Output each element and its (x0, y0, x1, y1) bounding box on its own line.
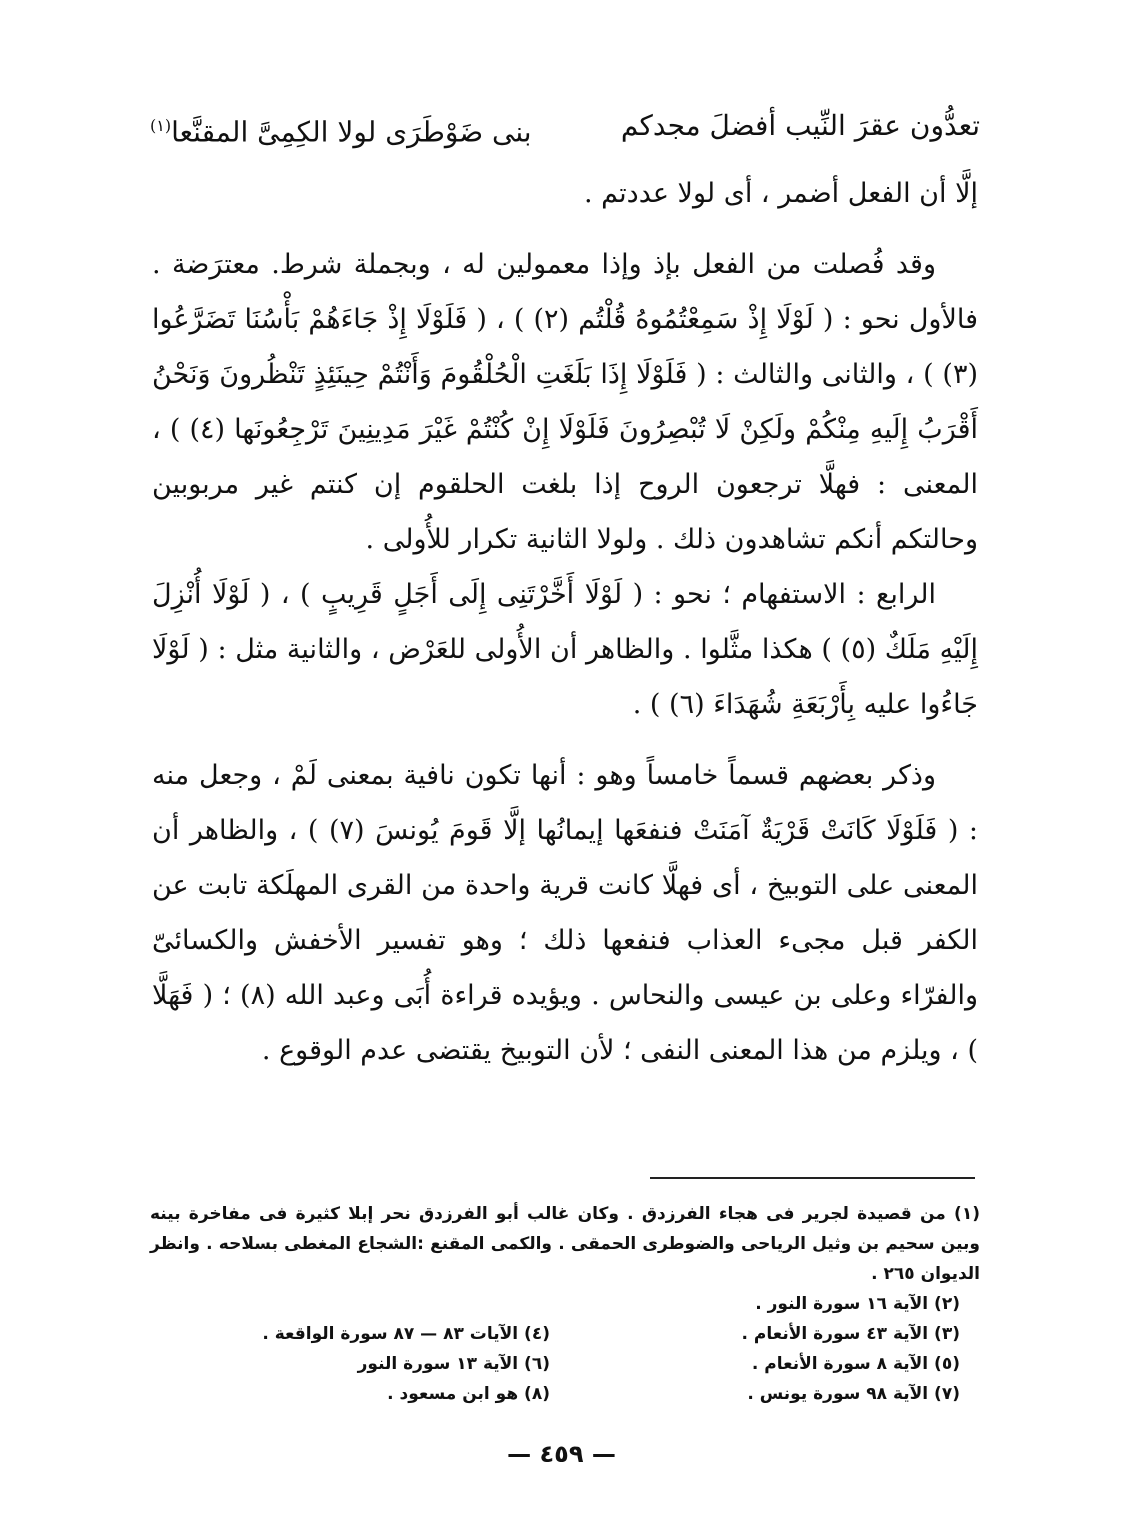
footnote-marker: (١) (150, 116, 172, 135)
footnote-1: (١) من قصيدة لجرير فى هجاء الفرزدق . وكان غالب أبو الفرزدق نحر إبلا كثيرة فى مفاخرة بينه وبين سحيم بن وثيل الرياحى والضوطرى الحمقى . والكمى المقنع :الشجاع المغطى بسلاحه . وانظر الديوان ٢٦٥ . (150, 1204, 980, 1284)
verse-first-hemistich: تعدُّون عقرَ النِّيب أفضلَ مجدكم (620, 109, 980, 142)
footnote-divider (650, 1177, 975, 1179)
paragraph: وقد فُصلت من الفعل بإذ وإذا معمولين له ، وبجملة شرط. معترَضة . فالأول نحو : ( لَوْلَا إِذْ سَمِعْتُمُوهُ قُلْتُم (٢) ) ، ( فَلَوْلَا إِذْ جَاءَهُمْ بَأْسُنَا تَضَرَّعُوا (٣) ) ، والثانى والثالث : ( فَلَوْلَا إِذَا بَلَغَتِ الْحُلْقُومَ وَأَنْتُمْ حِينَئِذٍ تَنْظُرونَ وَنَحْنُ أَقْرَبُ إِلَيهِ مِنْكُمْ ولَكِنْ لَا تُبْصِرُونَ فَلَوْلَا إِنْ كُنْتُمْ غَيْرَ مَدِينِينَ تَرْجِعُونَها (٤) ) ، المعنى : فهلَّا ترجعون الروح إذا بلغت الحلقوم إن كنتم غير مربوبين وحالتكم أنكم تشاهدون ذلك . ولولا الثانية تكرار للأُولى . (152, 249, 979, 555)
paragraph: وذكر بعضهم قسماً خامساً وهو : أنها تكون نافية بمعنى لَمْ ، وجعل منه : ( فَلَوْلَا كَانَتْ قَرْيَةٌ آمَنَتْ فنفعَها إيمانُها إلَّا قَومَ يُونسَ (٧) ) ، والظاهر أن المعنى على التوبيخ ، أى فهلَّا كانت قرية واحدة من القرى المهلَكة تابت عن الكفر قبل مجىء العذاب فنفعها ذلك ؛ وهو تفسير الأخفش والكسائىّ والفرّاء وعلى بن عيسى والنحاس . ويؤيده قراءة أُبَى وعبد الله (٨) ؛ ( فَهَلَّا ) ، ويلزم من هذا المعنى النفى ؛ لأن التوبيخ يقتضى عدم الوقوع . (152, 760, 979, 1066)
footnote-5: (٥) الآية ٨ سورة الأنعام . (751, 1354, 960, 1374)
footnotes (150, 1199, 980, 1409)
footnote-7: (٧) الآية ٩٨ سورة يونس . (747, 1384, 960, 1404)
footnote-grid (150, 1289, 980, 1409)
page-number: — ٤٥٩ — (507, 1440, 616, 1468)
main-text (152, 166, 978, 1078)
footnote-6: (٦) الآية ١٣ سورة النور (357, 1354, 550, 1374)
footnote-3: (٣) الآية ٤٣ سورة الأنعام . (741, 1324, 960, 1344)
poetry-verse (150, 96, 980, 160)
footnote-empty (150, 1289, 550, 1319)
footnote-4: (٤) الآيات ٨٣ — ٨٧ سورة الواقعة . (262, 1324, 550, 1344)
paragraph: الرابع : الاستفهام ؛ نحو : ( لَوْلَا أَخَّرْتَنِى إِلَى أَجَلٍ قَرِيبٍ ) ، ( لَوْلَا أُنْزِلَ إِلَيْهِ مَلَكٌ (٥) ) هكذا مثَّلوا . والظاهر أن الأُولى للعَرْض ، والثانية مثل : ( لَوْلَا جَاءُوا عليه بِأَرْبَعَةِ شُهَدَاءَ (٦) ) . (152, 579, 978, 720)
verse-second-hemistich: بنى ضَوْطَرَى لولا الكِمِىَّ المقنَّعا$^{(١)}$ (150, 115, 532, 149)
footnote-2: (٢) الآية ١٦ سورة النور . (755, 1294, 960, 1314)
paragraph: إلَّا أن الفعل أضمر ، أى لولا عددتم . (584, 178, 978, 209)
footnote-8: (٨) هو ابن مسعود . (387, 1384, 550, 1404)
